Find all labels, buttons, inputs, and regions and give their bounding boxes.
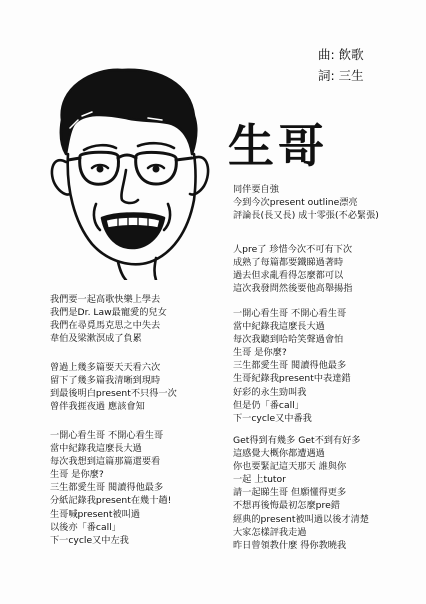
lyric-line: 昨日曾領教什麼 得你教曉我 <box>233 539 347 551</box>
lyric-line: 過去但求亂看得怎麼都可以 <box>233 270 344 282</box>
right-stanza-4 <box>233 434 369 552</box>
lyric-line: 大家怎樣評我走過 <box>233 526 307 538</box>
lyric-line: 曾過上幾多篇要天天看六次 <box>50 362 161 373</box>
lyric-line: 每次我想到這篇那篇還要看 <box>50 456 161 468</box>
lyric-line: 當中紀錄我這麼長大過 <box>233 321 325 333</box>
lyric-line: 我們要一起高歌快樂上學去 <box>50 294 161 305</box>
song-title: 生哥 <box>228 119 328 173</box>
lyric-line: 我們是Dr. Law最寵愛的兒女 <box>50 307 167 319</box>
lyric-line: 生哥 是你麼? <box>233 347 287 359</box>
right-stanza-1 <box>233 183 379 222</box>
lyric-line: 生哥 是你麼? <box>50 469 104 481</box>
lyric-line: 當中紀錄我這麼長大過 <box>50 443 142 455</box>
lyric-line: 經典的present被叫過以後才清楚 <box>233 513 369 525</box>
lyric-line: 生哥紀錄我present中表達錯 <box>233 373 351 385</box>
lyric-line: 人pre了 珍惜今次不可有下次 <box>233 244 353 255</box>
left-stanza-2 <box>50 361 177 413</box>
lyric-line: 生哥喊present被叫過 <box>50 508 141 520</box>
lyric-line: 留下了幾多篇我清晰到現時 <box>50 375 161 387</box>
lyric-line: 三生都愛生哥 閱讀得他最多 <box>233 360 347 372</box>
lyric-line: 下一cycle又中番我 <box>233 412 312 424</box>
lyric-line: 今到今次present outline漂亮 <box>233 197 358 209</box>
left-stanza-3 <box>50 429 171 547</box>
lyric-line: 這次我發問然後要他高舉揚指 <box>233 283 353 295</box>
lyric-line: Get得到有幾多 Get不到有好多 <box>233 435 361 446</box>
credits <box>318 44 364 86</box>
lyric-line: 評論長(長又長) 成十零張(不必緊張) <box>233 210 379 222</box>
lyric-line: 請一起睇生哥 但願懂得更多 <box>233 487 347 499</box>
lyric-line: 同伴要自強 <box>233 184 279 195</box>
lyric-line: 曾伴我捱夜過 應該會知 <box>50 401 145 413</box>
lyric-line: 成熟了每篇都要鐵睇過著時 <box>233 257 344 269</box>
lyric-line: 一開心看生哥 不開心看生哥 <box>50 430 164 441</box>
lyric-line: 我們在尋覓馬克思之中失去 <box>50 320 161 332</box>
music-credit: 曲: 飲歌 <box>318 47 364 62</box>
lyrics-credit: 詞: 三生 <box>318 68 364 83</box>
portrait-drawing <box>22 58 218 280</box>
lyric-line: 下一cycle又中左我 <box>50 534 129 546</box>
lyric-line: 這感覺大概你都遭遇過 <box>233 448 325 460</box>
right-stanza-3 <box>233 307 351 425</box>
lyric-line: 到最後明白present不只得一次 <box>50 388 177 400</box>
lyric-line: 分紙記錄我present在幾十趟! <box>50 495 172 507</box>
lyric-line: 以後亦「番call」 <box>50 521 121 533</box>
lyric-line: 一開心看生哥 不開心看生哥 <box>233 308 347 319</box>
lyric-line: 每次我聽到哈哈笑聲過會怕 <box>233 334 344 346</box>
lyric-line: 好彩的永生勁叫我 <box>233 386 307 398</box>
lyric-line: 你也要緊記這天那天 誰與你 <box>233 461 347 473</box>
lyric-line: 三生都愛生哥 閱讀得他最多 <box>50 482 164 494</box>
right-stanza-2 <box>233 243 352 295</box>
left-stanza-1 <box>50 293 167 345</box>
lyric-line: 但是仍「番call」 <box>233 399 304 411</box>
lyric-line: 一起 上tutor <box>233 474 286 486</box>
lyric-line: 不想再後悔最初怎麼pre錯 <box>233 500 340 512</box>
lyric-line: 韋伯及梁漱溟成了負累 <box>50 333 142 345</box>
